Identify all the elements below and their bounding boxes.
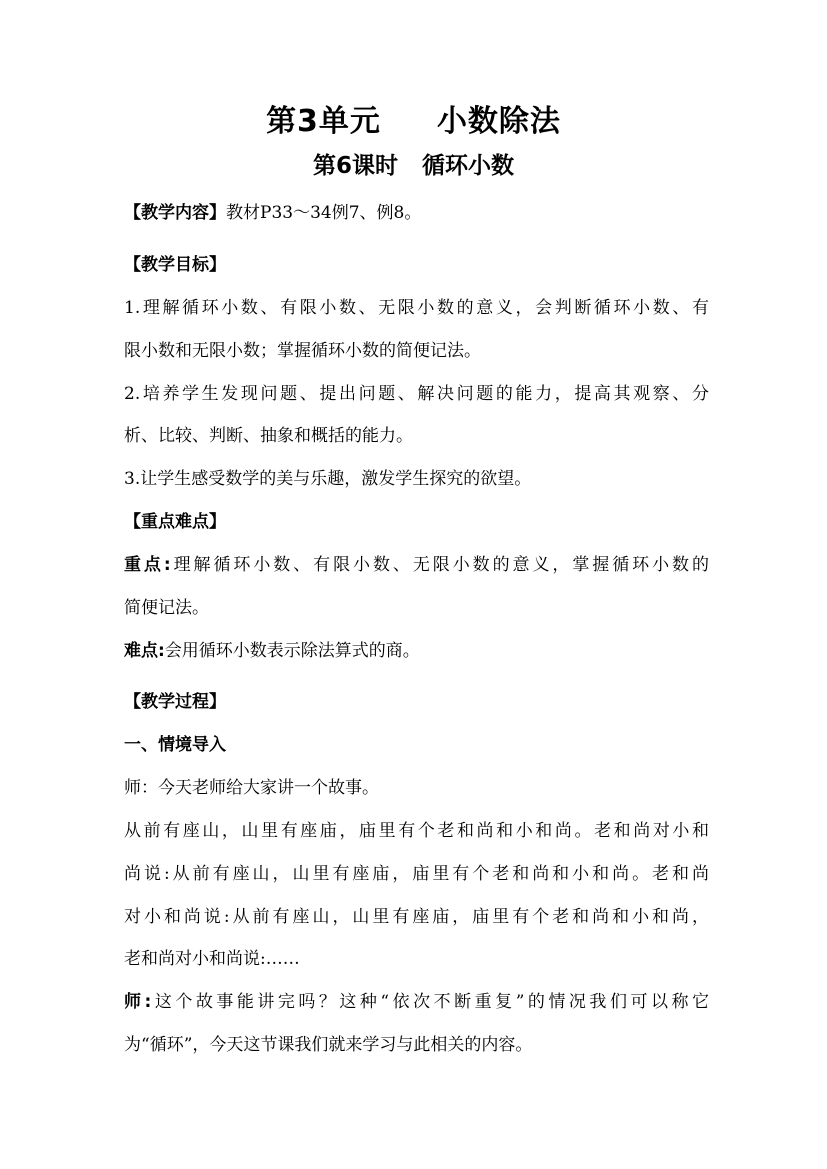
teaching-content-text: 教材P33～34例7、例8。	[226, 203, 422, 223]
objective-line-5: 3.让学生感受数学的美与乐趣，激发学生探究的欲望。	[124, 469, 532, 489]
teaching-content	[124, 201, 709, 225]
key-point-text: 理解循环小数、有限小数、无限小数的意义，掌握循环小数的	[170, 555, 709, 575]
lesson-number: 第6课时	[312, 153, 398, 179]
objective-line-1: 1.理解循环小数、有限小数、无限小数的意义，会判断循环小数、有	[124, 298, 709, 318]
process-heading: 【教学过程】	[124, 692, 226, 712]
process-line-3: 尚说:从前有座山，山里有座庙，庙里有个老和尚和小和尚。老和尚	[124, 864, 709, 884]
teaching-content-label: 【教学内容】	[124, 203, 226, 223]
unit-title	[0, 102, 827, 142]
process-line-2: 从前有座山，山里有座庙，庙里有个老和尚和小和尚。老和尚对小和	[124, 821, 709, 841]
key-point-line-2: 简便记法。	[124, 598, 209, 618]
lesson-topic: 循环小数	[422, 153, 514, 179]
process-line-1: 师：今天老师给大家讲一个故事。	[124, 778, 379, 798]
key-point-label: 重点:	[124, 555, 171, 575]
teacher-label: 师:	[124, 992, 152, 1012]
unit-number: 第3单元	[266, 104, 381, 139]
difficulty-line	[124, 639, 709, 663]
objective-line-2: 限小数和无限小数；掌握循环小数的简便记法。	[124, 341, 481, 361]
objective-line-3: 2.培养学生发现问题、提出问题、解决问题的能力，提高其观察、分	[124, 384, 709, 404]
process-line-6-text: 这个故事能讲完吗？这种“依次不断重复”的情况我们可以称它	[151, 992, 709, 1012]
difficulty-label: 难点:	[124, 641, 165, 661]
process-line-4: 对小和尚说:从前有座山，山里有座庙，庙里有个老和尚和小和尚，	[124, 907, 709, 927]
objectives-heading: 【教学目标】	[124, 255, 226, 275]
lesson-title	[0, 150, 827, 182]
keypoints-heading: 【重点难点】	[124, 512, 226, 532]
unit-topic: 小数除法	[436, 104, 561, 139]
difficulty-text: 会用循环小数表示除法算式的商。	[164, 641, 420, 661]
process-line-7: 为“循环”，今天这节课我们就来学习与此相关的内容。	[124, 1035, 533, 1055]
process-line-5: 老和尚对小和尚说:……	[124, 949, 300, 969]
objective-line-4: 析、比较、判断、抽象和概括的能力。	[124, 426, 413, 446]
section-1-heading: 一、情境导入	[124, 735, 226, 755]
process-line-6	[124, 990, 709, 1014]
key-point-line-1	[124, 553, 709, 577]
